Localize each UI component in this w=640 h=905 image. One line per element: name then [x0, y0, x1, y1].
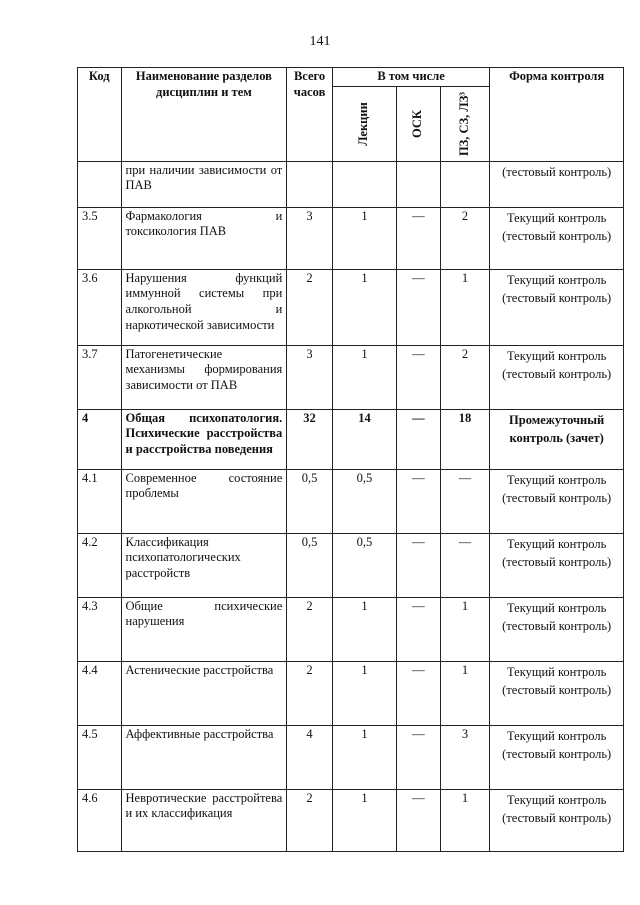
row-control: Текущий контроль (тестовый контроль)	[490, 207, 624, 269]
section-row	[78, 409, 624, 469]
row-control: Текущий контроль (тестовый контроль)	[490, 725, 624, 789]
row-lectures: 0,5	[332, 469, 396, 533]
row-total: 0,5	[287, 469, 333, 533]
row-control: Текущий контроль (тестовый контроль)	[490, 661, 624, 725]
row-control: Текущий контроль (тестовый контроль)	[490, 597, 624, 661]
row-total: 2	[287, 661, 333, 725]
row-code: 4.1	[78, 469, 122, 533]
table-row	[78, 725, 624, 789]
row-total: 2	[287, 789, 333, 851]
row-osk: —	[397, 345, 441, 409]
row-total: 0,5	[287, 533, 333, 597]
row-lectures: 1	[332, 269, 396, 345]
row-control: Промежуточный контроль (зачет)	[490, 409, 624, 469]
row-name: Аффективные расстройства	[121, 725, 287, 789]
row-name: Нарушения функций иммунной системы при алкогольной и наркотической зависимости	[121, 269, 287, 345]
row-code: 3.7	[78, 345, 122, 409]
row-total: 3	[287, 345, 333, 409]
row-osk: —	[397, 207, 441, 269]
row-control: Текущий контроль (тестовый контроль)	[490, 469, 624, 533]
page-number: 141	[309, 34, 331, 49]
header-pz: ПЗ, СЗ, ЛЗ³	[457, 91, 472, 156]
row-pz: 2	[440, 207, 490, 269]
row-total: 2	[287, 597, 333, 661]
table-row	[78, 533, 624, 597]
row-pz: —	[440, 533, 490, 597]
row-code	[78, 161, 122, 207]
row-lectures	[332, 161, 396, 207]
row-name: Астенические расстройства	[121, 661, 287, 725]
curriculum-table	[77, 67, 624, 852]
row-pz: —	[440, 469, 490, 533]
row-name: при наличии зависимости от ПАВ	[121, 161, 287, 207]
row-code: 4.6	[78, 789, 122, 851]
row-pz: 1	[440, 597, 490, 661]
row-code: 4.5	[78, 725, 122, 789]
table-row	[78, 469, 624, 533]
row-name: Классификация психопатологических расстройств	[121, 533, 287, 597]
header-osk-cell	[397, 86, 441, 161]
row-code: 4.3	[78, 597, 122, 661]
row-name: Патогенетические механизмы формирования зависимости от ПАВ	[121, 345, 287, 409]
row-lectures: 1	[332, 345, 396, 409]
row-name: Фармакология и токсикология ПАВ	[121, 207, 287, 269]
header-pz-cell	[440, 86, 490, 161]
header-control-form: Форма контроля	[490, 68, 624, 162]
row-total: 4	[287, 725, 333, 789]
row-pz: 18	[440, 409, 490, 469]
table-row	[78, 789, 624, 851]
row-name: Современное состояние проблемы	[121, 469, 287, 533]
row-total: 2	[287, 269, 333, 345]
header-code: Код	[78, 68, 122, 162]
header-osk: ОСК	[410, 109, 425, 138]
row-name: Общая психопатология. Психические расстройства и расстройства поведения	[121, 409, 287, 469]
row-total: 3	[287, 207, 333, 269]
row-osk: —	[397, 469, 441, 533]
row-name: Невротические расстройтева и их классификация	[121, 789, 287, 851]
row-pz: 1	[440, 269, 490, 345]
row-name: Общие психические нарушения	[121, 597, 287, 661]
row-code: 4.2	[78, 533, 122, 597]
row-osk	[397, 161, 441, 207]
row-total	[287, 161, 333, 207]
row-lectures: 0,5	[332, 533, 396, 597]
row-osk: —	[397, 597, 441, 661]
header-lectures: Лекции	[356, 101, 371, 146]
row-control: Текущий контроль (тестовый контроль)	[490, 345, 624, 409]
row-osk: —	[397, 789, 441, 851]
header-name: Наименование разделов дисциплин и тем	[121, 68, 287, 162]
row-lectures: 1	[332, 207, 396, 269]
row-lectures: 1	[332, 661, 396, 725]
row-total: 32	[287, 409, 333, 469]
row-pz: 2	[440, 345, 490, 409]
row-code: 4	[78, 409, 122, 469]
row-control: (тестовый контроль)	[490, 161, 624, 207]
row-pz	[440, 161, 490, 207]
table-row	[78, 345, 624, 409]
row-code: 3.5	[78, 207, 122, 269]
header-lectures-cell	[332, 86, 396, 161]
row-pz: 3	[440, 725, 490, 789]
header-total-hours: Всего часов	[287, 68, 333, 162]
table-row	[78, 269, 624, 345]
row-osk: —	[397, 661, 441, 725]
table-row	[78, 161, 624, 207]
row-lectures: 1	[332, 789, 396, 851]
header-including: В том числе	[332, 68, 489, 87]
table-row	[78, 207, 624, 269]
row-osk: —	[397, 409, 441, 469]
row-control: Текущий контроль (тестовый контроль)	[490, 789, 624, 851]
row-code: 4.4	[78, 661, 122, 725]
row-osk: —	[397, 269, 441, 345]
row-osk: —	[397, 533, 441, 597]
row-pz: 1	[440, 661, 490, 725]
row-control: Текущий контроль (тестовый контроль)	[490, 533, 624, 597]
row-lectures: 1	[332, 597, 396, 661]
table-row	[78, 597, 624, 661]
header-row-top	[78, 68, 624, 87]
row-lectures: 1	[332, 725, 396, 789]
row-control: Текущий контроль (тестовый контроль)	[490, 269, 624, 345]
row-osk: —	[397, 725, 441, 789]
row-pz: 1	[440, 789, 490, 851]
row-lectures: 14	[332, 409, 396, 469]
table-row	[78, 661, 624, 725]
row-code: 3.6	[78, 269, 122, 345]
